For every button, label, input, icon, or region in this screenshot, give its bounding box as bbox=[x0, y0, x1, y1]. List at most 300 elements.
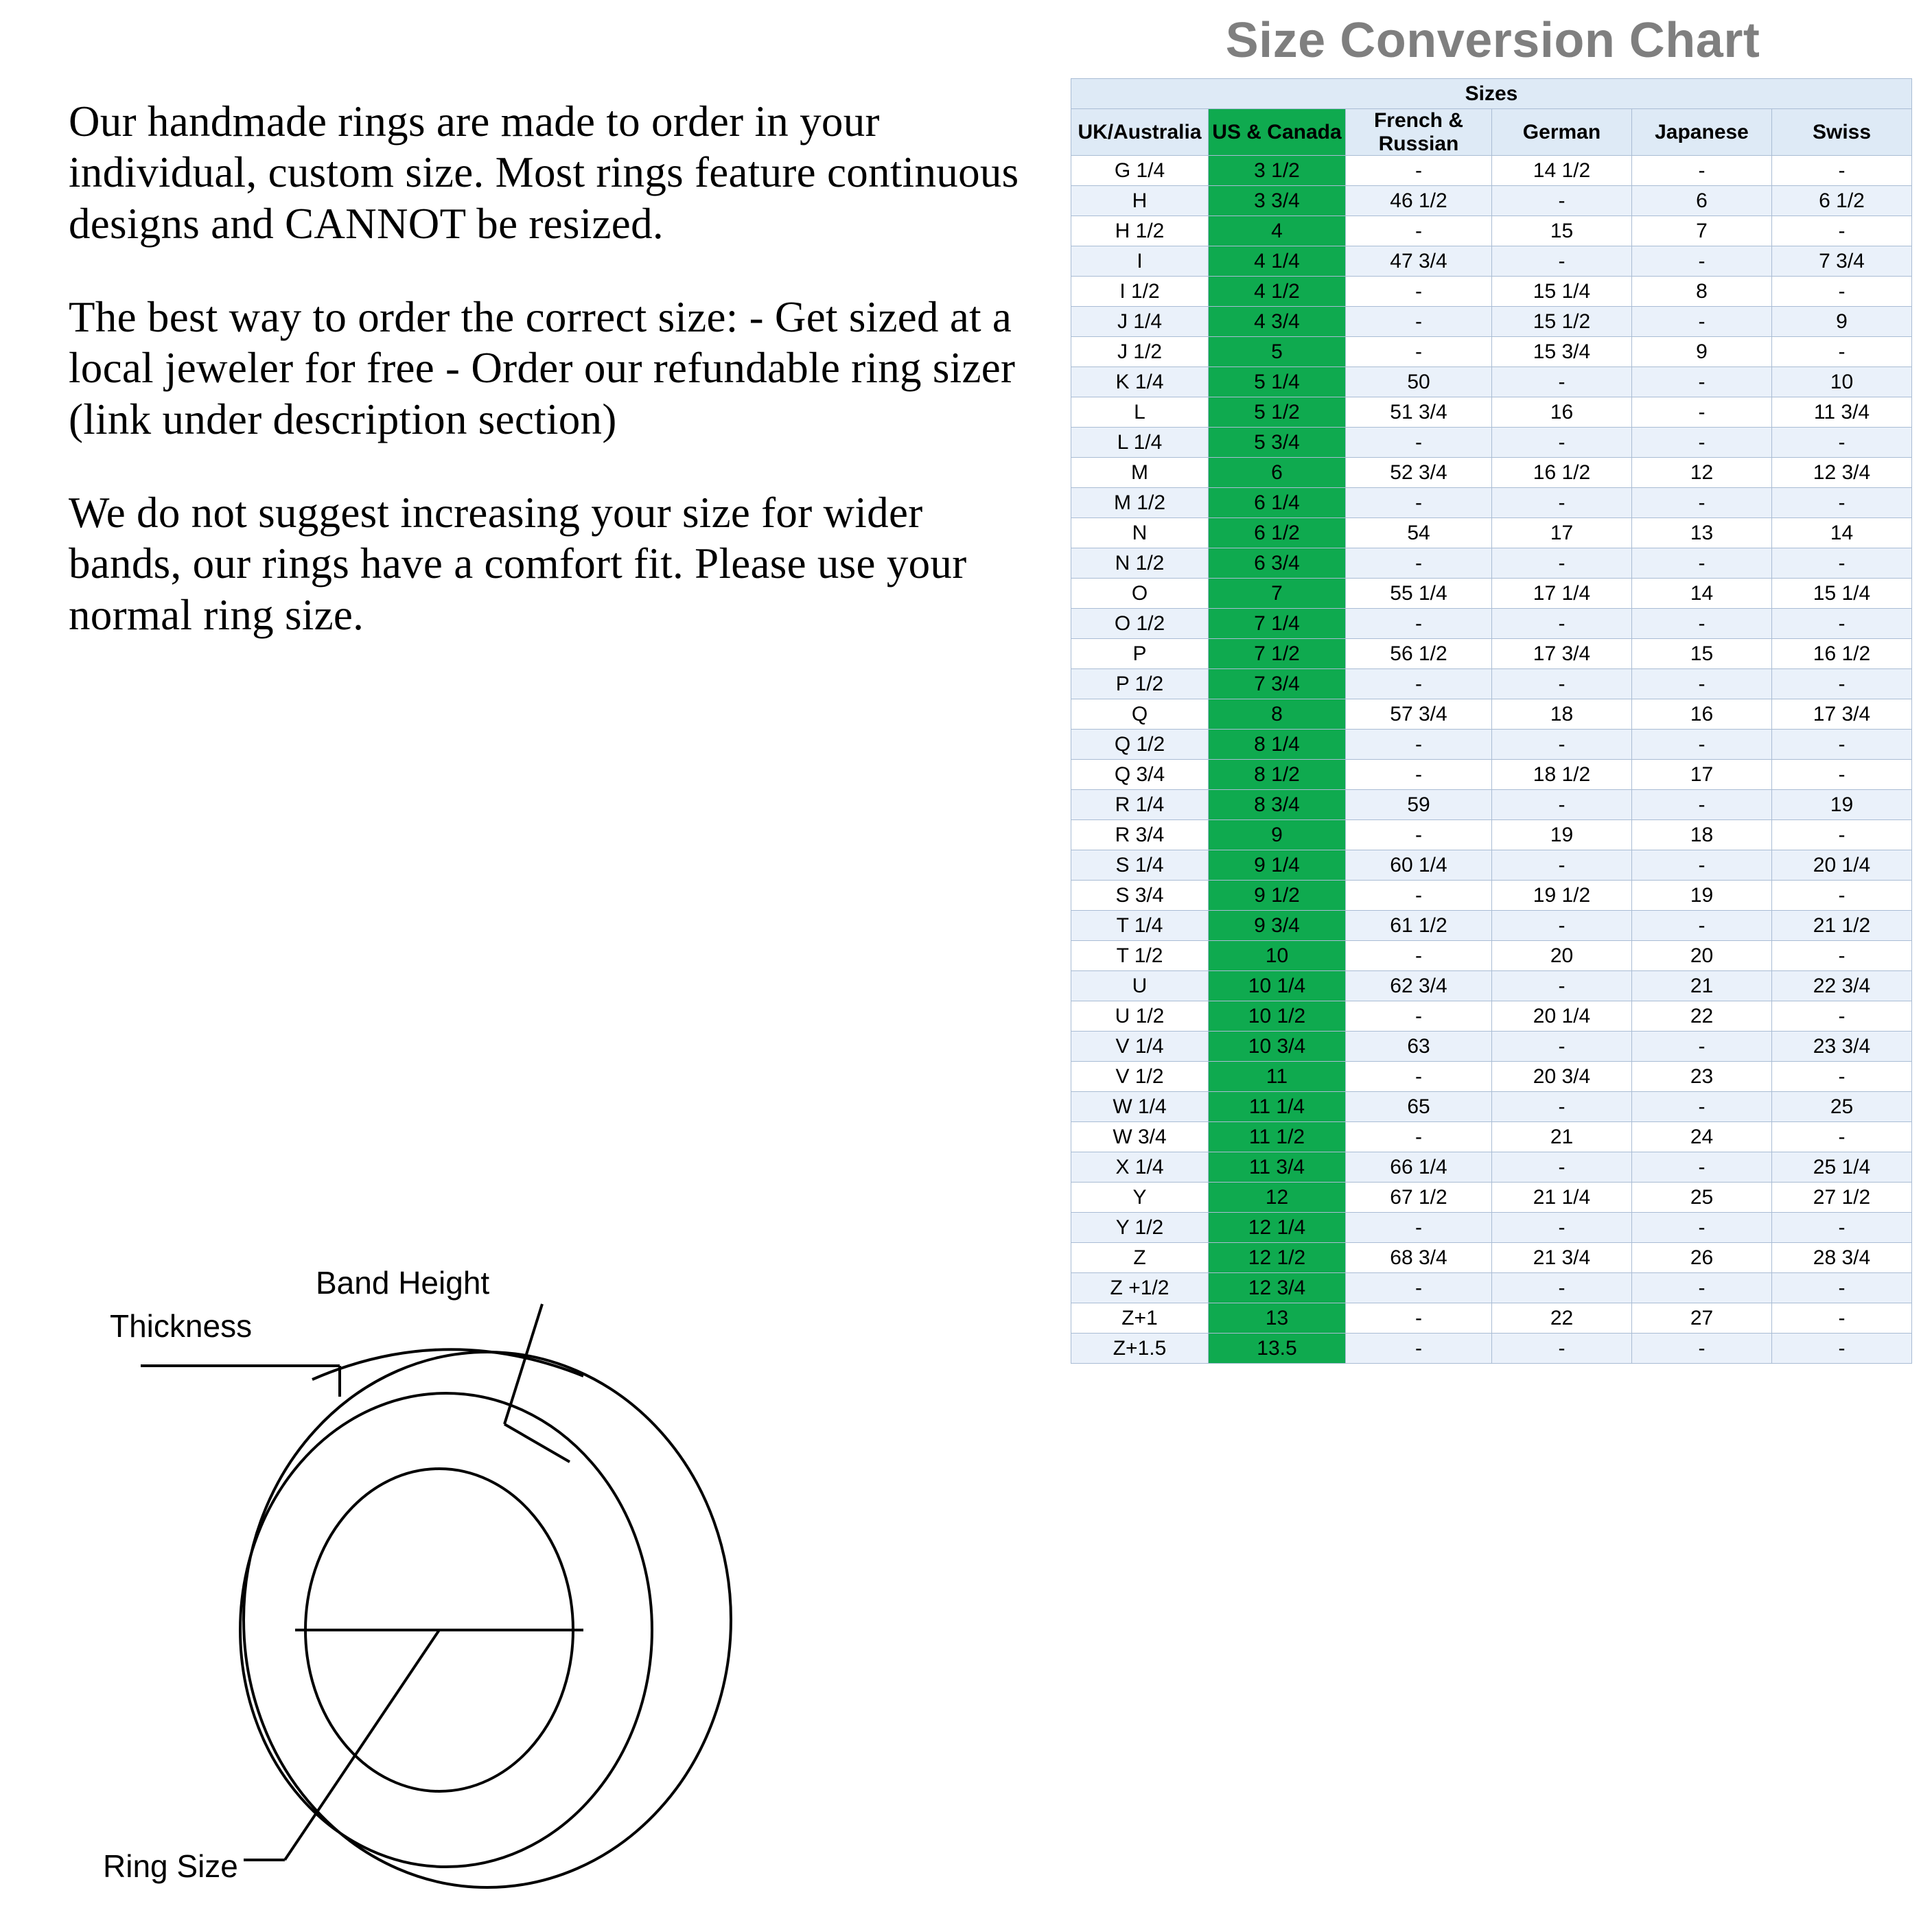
table-row bbox=[1071, 458, 1912, 488]
table-cell: 7 bbox=[1632, 216, 1772, 246]
table-row bbox=[1071, 246, 1912, 277]
table-cell: 8 1/4 bbox=[1209, 730, 1346, 760]
table-cell: - bbox=[1346, 307, 1492, 337]
intro-paragraph-2: The best way to order the correct size: - Get sized at a local jeweler for free - Order our refundable ring sizer (link under description section) bbox=[69, 292, 1016, 443]
table-cell: - bbox=[1346, 548, 1492, 579]
table-row bbox=[1071, 1243, 1912, 1273]
table-row bbox=[1071, 1122, 1912, 1152]
table-cell: - bbox=[1772, 428, 1912, 458]
table-cell: 13 bbox=[1209, 1303, 1346, 1334]
table-cell: 20 bbox=[1632, 941, 1772, 971]
table-cell: - bbox=[1492, 790, 1632, 820]
table-cell: W 1/4 bbox=[1071, 1092, 1209, 1122]
table-cell: - bbox=[1772, 1213, 1912, 1243]
table-cell: - bbox=[1632, 609, 1772, 639]
table-cell: - bbox=[1492, 609, 1632, 639]
table-cell: - bbox=[1772, 337, 1912, 367]
table-cell: - bbox=[1346, 1303, 1492, 1334]
table-cell: - bbox=[1492, 246, 1632, 277]
table-cell: 11 1/4 bbox=[1209, 1092, 1346, 1122]
table-row bbox=[1071, 850, 1912, 881]
table-cell: 20 3/4 bbox=[1492, 1062, 1632, 1092]
table-cell: 14 bbox=[1772, 518, 1912, 548]
table-row bbox=[1071, 397, 1912, 428]
table-cell: - bbox=[1346, 941, 1492, 971]
table-row bbox=[1071, 1334, 1912, 1364]
size-conversion-table bbox=[1071, 78, 1912, 1364]
table-cell: - bbox=[1772, 881, 1912, 911]
table-cell: - bbox=[1772, 1273, 1912, 1303]
table-cell: Q 1/2 bbox=[1071, 730, 1209, 760]
table-cell: - bbox=[1632, 367, 1772, 397]
table-cell: Q 3/4 bbox=[1071, 760, 1209, 790]
table-cell: - bbox=[1632, 548, 1772, 579]
table-cell: 65 bbox=[1346, 1092, 1492, 1122]
table-cell: - bbox=[1492, 1213, 1632, 1243]
table-row bbox=[1071, 428, 1912, 458]
table-cell: 10 3/4 bbox=[1209, 1032, 1346, 1062]
table-cell: 10 1/4 bbox=[1209, 971, 1346, 1001]
table-cell: 22 bbox=[1492, 1303, 1632, 1334]
table-cell: 21 bbox=[1492, 1122, 1632, 1152]
table-cell: 22 3/4 bbox=[1772, 971, 1912, 1001]
table-cell: 9 bbox=[1209, 820, 1346, 850]
table-cell: L 1/4 bbox=[1071, 428, 1209, 458]
table-cell: 25 1/4 bbox=[1772, 1152, 1912, 1183]
table-cell: 46 1/2 bbox=[1346, 186, 1492, 216]
table-cell: 17 3/4 bbox=[1492, 639, 1632, 669]
table-cell: - bbox=[1346, 428, 1492, 458]
table-cell: W 3/4 bbox=[1071, 1122, 1209, 1152]
table-cell: 8 3/4 bbox=[1209, 790, 1346, 820]
table-cell: - bbox=[1632, 488, 1772, 518]
table-cell: 14 bbox=[1632, 579, 1772, 609]
table-cell: 9 bbox=[1772, 307, 1912, 337]
table-cell: 13 bbox=[1632, 518, 1772, 548]
table-cell: - bbox=[1492, 850, 1632, 881]
table-cell: H bbox=[1071, 186, 1209, 216]
table-cell: 8 bbox=[1632, 277, 1772, 307]
table-cell: - bbox=[1346, 156, 1492, 186]
table-cell: Q bbox=[1071, 699, 1209, 730]
column-header-german: German bbox=[1492, 109, 1632, 156]
column-header-french: French & Russian bbox=[1346, 109, 1492, 156]
table-row bbox=[1071, 1213, 1912, 1243]
diagram-label-thickness: Thickness bbox=[110, 1308, 253, 1344]
table-cell: 3 3/4 bbox=[1209, 186, 1346, 216]
table-row bbox=[1071, 790, 1912, 820]
table-cell: 6 1/2 bbox=[1772, 186, 1912, 216]
table-cell: - bbox=[1632, 428, 1772, 458]
table-cell: 11 3/4 bbox=[1772, 397, 1912, 428]
table-cell: P bbox=[1071, 639, 1209, 669]
table-cell: I 1/2 bbox=[1071, 277, 1209, 307]
ring-dimensions-diagram bbox=[103, 1256, 1064, 1908]
intro-paragraph-3: We do not suggest increasing your size for wider bands, our rings have a comfort fit. Please use your normal ring size. bbox=[69, 488, 967, 639]
table-cell: 17 3/4 bbox=[1772, 699, 1912, 730]
table-cell: 10 1/2 bbox=[1209, 1001, 1346, 1032]
table-cell: - bbox=[1632, 669, 1772, 699]
table-cell: 7 3/4 bbox=[1209, 669, 1346, 699]
table-row bbox=[1071, 911, 1912, 941]
table-cell: Z bbox=[1071, 1243, 1209, 1273]
table-row bbox=[1071, 1303, 1912, 1334]
table-cell: Y 1/2 bbox=[1071, 1213, 1209, 1243]
table-cell: R 3/4 bbox=[1071, 820, 1209, 850]
table-cell: V 1/4 bbox=[1071, 1032, 1209, 1062]
table-head bbox=[1071, 79, 1912, 156]
table-cell: - bbox=[1492, 911, 1632, 941]
table-cell: T 1/4 bbox=[1071, 911, 1209, 941]
table-cell: O bbox=[1071, 579, 1209, 609]
table-cell: - bbox=[1772, 277, 1912, 307]
table-row bbox=[1071, 156, 1912, 186]
table-cell: 5 3/4 bbox=[1209, 428, 1346, 458]
table-cell: - bbox=[1492, 488, 1632, 518]
table-row bbox=[1071, 609, 1912, 639]
table-cell: 25 bbox=[1632, 1183, 1772, 1213]
table-cell: 10 bbox=[1772, 367, 1912, 397]
table-row bbox=[1071, 760, 1912, 790]
table-cell: 15 bbox=[1632, 639, 1772, 669]
table-cell: 18 1/2 bbox=[1492, 760, 1632, 790]
table-cell: 19 bbox=[1632, 881, 1772, 911]
table-row bbox=[1071, 216, 1912, 246]
table-cell: J 1/2 bbox=[1071, 337, 1209, 367]
table-cell: 27 bbox=[1632, 1303, 1772, 1334]
table-cell: 16 1/2 bbox=[1492, 458, 1632, 488]
table-cell: - bbox=[1346, 669, 1492, 699]
table-cell: - bbox=[1632, 911, 1772, 941]
table-cell: - bbox=[1632, 307, 1772, 337]
table-cell: 23 3/4 bbox=[1772, 1032, 1912, 1062]
table-cell: O 1/2 bbox=[1071, 609, 1209, 639]
table-cell: H 1/2 bbox=[1071, 216, 1209, 246]
table-cell: 4 3/4 bbox=[1209, 307, 1346, 337]
table-cell: 6 bbox=[1209, 458, 1346, 488]
table-row bbox=[1071, 186, 1912, 216]
table-row bbox=[1071, 307, 1912, 337]
table-cell: - bbox=[1346, 1062, 1492, 1092]
table-row bbox=[1071, 488, 1912, 518]
table-cell: R 1/4 bbox=[1071, 790, 1209, 820]
table-cell: 21 1/2 bbox=[1772, 911, 1912, 941]
table-cell: - bbox=[1492, 971, 1632, 1001]
table-cell: L bbox=[1071, 397, 1209, 428]
table-row bbox=[1071, 579, 1912, 609]
table-cell: S 1/4 bbox=[1071, 850, 1209, 881]
table-cell: 51 3/4 bbox=[1346, 397, 1492, 428]
table-cell: - bbox=[1632, 1092, 1772, 1122]
table-cell: 54 bbox=[1346, 518, 1492, 548]
table-cell: 15 1/4 bbox=[1492, 277, 1632, 307]
table-cell: - bbox=[1632, 1273, 1772, 1303]
table-cell: S 3/4 bbox=[1071, 881, 1209, 911]
table-cell: - bbox=[1492, 1152, 1632, 1183]
table-cell: - bbox=[1772, 1122, 1912, 1152]
table-cell: 61 1/2 bbox=[1346, 911, 1492, 941]
table-cell: 5 1/4 bbox=[1209, 367, 1346, 397]
table-cell: 21 bbox=[1632, 971, 1772, 1001]
table-cell: 5 bbox=[1209, 337, 1346, 367]
table-cell: 62 3/4 bbox=[1346, 971, 1492, 1001]
table-cell: - bbox=[1772, 941, 1912, 971]
table-cell: - bbox=[1772, 216, 1912, 246]
table-cell: 18 bbox=[1492, 699, 1632, 730]
table-cell: 3 1/2 bbox=[1209, 156, 1346, 186]
table-cell: - bbox=[1346, 1334, 1492, 1364]
table-cell: 19 bbox=[1492, 820, 1632, 850]
column-header-japanese: Japanese bbox=[1632, 109, 1772, 156]
table-cell: - bbox=[1772, 488, 1912, 518]
table-cell: K 1/4 bbox=[1071, 367, 1209, 397]
table-cell: 67 1/2 bbox=[1346, 1183, 1492, 1213]
table-row bbox=[1071, 1001, 1912, 1032]
table-cell: - bbox=[1346, 1273, 1492, 1303]
table-cell: 28 3/4 bbox=[1772, 1243, 1912, 1273]
table-cell: 20 bbox=[1492, 941, 1632, 971]
table-cell: - bbox=[1632, 730, 1772, 760]
table-cell: 27 1/2 bbox=[1772, 1183, 1912, 1213]
table-row bbox=[1071, 1032, 1912, 1062]
table-cell: - bbox=[1492, 669, 1632, 699]
table-cell: - bbox=[1632, 246, 1772, 277]
table-cell: - bbox=[1772, 156, 1912, 186]
table-cell: - bbox=[1492, 1032, 1632, 1062]
table-cell: 26 bbox=[1632, 1243, 1772, 1273]
table-cell: 52 3/4 bbox=[1346, 458, 1492, 488]
table-cell: 63 bbox=[1346, 1032, 1492, 1062]
table-cell: 6 3/4 bbox=[1209, 548, 1346, 579]
table-cell: 12 1/4 bbox=[1209, 1213, 1346, 1243]
table-cell: 15 3/4 bbox=[1492, 337, 1632, 367]
table-cell: 12 3/4 bbox=[1772, 458, 1912, 488]
table-row bbox=[1071, 518, 1912, 548]
table-cell: 19 1/2 bbox=[1492, 881, 1632, 911]
table-cell: 10 bbox=[1209, 941, 1346, 971]
table-cell: - bbox=[1346, 337, 1492, 367]
table-cell: - bbox=[1346, 1213, 1492, 1243]
table-row bbox=[1071, 367, 1912, 397]
table-cell: M bbox=[1071, 458, 1209, 488]
table-cell: 17 bbox=[1632, 760, 1772, 790]
table-cell: 16 bbox=[1492, 397, 1632, 428]
table-cell: Z+1 bbox=[1071, 1303, 1209, 1334]
table-cell: N 1/2 bbox=[1071, 548, 1209, 579]
table-row bbox=[1071, 730, 1912, 760]
table-cell: 17 1/4 bbox=[1492, 579, 1632, 609]
table-cell: - bbox=[1632, 850, 1772, 881]
table-cell: 7 1/4 bbox=[1209, 609, 1346, 639]
table-cell: - bbox=[1772, 609, 1912, 639]
table-cell: - bbox=[1346, 760, 1492, 790]
table-cell: 13.5 bbox=[1209, 1334, 1346, 1364]
size-conversion-section bbox=[1071, 12, 1915, 1364]
table-cell: P 1/2 bbox=[1071, 669, 1209, 699]
table-row bbox=[1071, 639, 1912, 669]
table-row bbox=[1071, 1152, 1912, 1183]
table-cell: T 1/2 bbox=[1071, 941, 1209, 971]
table-cell: 8 bbox=[1209, 699, 1346, 730]
table-cell: 9 1/4 bbox=[1209, 850, 1346, 881]
table-cell: 14 1/2 bbox=[1492, 156, 1632, 186]
intro-text-block bbox=[69, 96, 1043, 683]
table-header-row bbox=[1071, 109, 1912, 156]
table-row bbox=[1071, 337, 1912, 367]
table-cell: - bbox=[1346, 488, 1492, 518]
table-cell: - bbox=[1346, 881, 1492, 911]
table-cell: - bbox=[1492, 548, 1632, 579]
table-cell: - bbox=[1346, 277, 1492, 307]
table-cell: 20 1/4 bbox=[1772, 850, 1912, 881]
table-row bbox=[1071, 277, 1912, 307]
table-cell: 59 bbox=[1346, 790, 1492, 820]
table-cell: - bbox=[1772, 669, 1912, 699]
table-cell: 23 bbox=[1632, 1062, 1772, 1092]
table-cell: - bbox=[1772, 820, 1912, 850]
table-cell: 22 bbox=[1632, 1001, 1772, 1032]
table-cell: - bbox=[1632, 1334, 1772, 1364]
table-cell: 4 1/4 bbox=[1209, 246, 1346, 277]
table-row bbox=[1071, 881, 1912, 911]
table-cell: 9 bbox=[1632, 337, 1772, 367]
table-cell: - bbox=[1772, 760, 1912, 790]
table-row bbox=[1071, 699, 1912, 730]
table-cell: N bbox=[1071, 518, 1209, 548]
table-cell: - bbox=[1632, 156, 1772, 186]
table-cell: 7 bbox=[1209, 579, 1346, 609]
table-row bbox=[1071, 820, 1912, 850]
page-title: Size Conversion Chart bbox=[1225, 13, 1760, 68]
table-cell: 12 3/4 bbox=[1209, 1273, 1346, 1303]
table-cell: U 1/2 bbox=[1071, 1001, 1209, 1032]
table-cell: - bbox=[1346, 216, 1492, 246]
table-cell: - bbox=[1492, 186, 1632, 216]
table-cell: 4 bbox=[1209, 216, 1346, 246]
diagram-label-ring-size: Ring Size bbox=[103, 1848, 238, 1884]
table-cell: 25 bbox=[1772, 1092, 1912, 1122]
table-row bbox=[1071, 941, 1912, 971]
table-cell: 60 1/4 bbox=[1346, 850, 1492, 881]
table-cell: 15 1/2 bbox=[1492, 307, 1632, 337]
table-cell: 20 1/4 bbox=[1492, 1001, 1632, 1032]
table-cell: - bbox=[1346, 820, 1492, 850]
table-cell: 11 bbox=[1209, 1062, 1346, 1092]
table-cell: 7 1/2 bbox=[1209, 639, 1346, 669]
table-cell: - bbox=[1772, 1334, 1912, 1364]
table-cell: M 1/2 bbox=[1071, 488, 1209, 518]
column-header-us: US & Canada bbox=[1209, 109, 1346, 156]
table-cell: 7 3/4 bbox=[1772, 246, 1912, 277]
table-cell: Y bbox=[1071, 1183, 1209, 1213]
table-cell: J 1/4 bbox=[1071, 307, 1209, 337]
table-cell: U bbox=[1071, 971, 1209, 1001]
table-cell: 16 1/2 bbox=[1772, 639, 1912, 669]
table-cell: - bbox=[1492, 1334, 1632, 1364]
table-cell: 21 1/4 bbox=[1492, 1183, 1632, 1213]
table-cell: - bbox=[1346, 1001, 1492, 1032]
table-cell: 19 bbox=[1772, 790, 1912, 820]
table-row bbox=[1071, 1092, 1912, 1122]
table-row bbox=[1071, 669, 1912, 699]
table-cell: 57 3/4 bbox=[1346, 699, 1492, 730]
table-cell: 8 1/2 bbox=[1209, 760, 1346, 790]
table-cell: 11 1/2 bbox=[1209, 1122, 1346, 1152]
table-cell: 9 1/2 bbox=[1209, 881, 1346, 911]
table-cell: 6 1/4 bbox=[1209, 488, 1346, 518]
table-cell: 12 1/2 bbox=[1209, 1243, 1346, 1273]
table-row bbox=[1071, 1183, 1912, 1213]
table-row bbox=[1071, 971, 1912, 1001]
table-cell: 12 bbox=[1632, 458, 1772, 488]
table-banner-row bbox=[1071, 79, 1912, 109]
table-cell: - bbox=[1492, 1273, 1632, 1303]
table-cell: 50 bbox=[1346, 367, 1492, 397]
table-cell: - bbox=[1772, 730, 1912, 760]
table-cell: 6 1/2 bbox=[1209, 518, 1346, 548]
intro-paragraph-1: Our handmade rings are made to order in your individual, custom size. Most rings feature continuous designs and CANNOT be resized. bbox=[69, 97, 1019, 248]
table-banner-cell: Sizes bbox=[1071, 79, 1912, 109]
diagram-label-band-height: Band Height bbox=[316, 1265, 490, 1301]
table-cell: - bbox=[1492, 428, 1632, 458]
table-cell: 15 1/4 bbox=[1772, 579, 1912, 609]
table-cell: - bbox=[1632, 397, 1772, 428]
column-header-swiss: Swiss bbox=[1772, 109, 1912, 156]
table-cell: 5 1/2 bbox=[1209, 397, 1346, 428]
table-cell: X 1/4 bbox=[1071, 1152, 1209, 1183]
table-cell: - bbox=[1632, 790, 1772, 820]
table-cell: 18 bbox=[1632, 820, 1772, 850]
table-cell: 11 3/4 bbox=[1209, 1152, 1346, 1183]
table-cell: - bbox=[1772, 1303, 1912, 1334]
table-cell: - bbox=[1492, 730, 1632, 760]
table-cell: 17 bbox=[1492, 518, 1632, 548]
table-cell: I bbox=[1071, 246, 1209, 277]
table-cell: 47 3/4 bbox=[1346, 246, 1492, 277]
table-cell: Z +1/2 bbox=[1071, 1273, 1209, 1303]
table-row bbox=[1071, 1062, 1912, 1092]
table-cell: - bbox=[1772, 548, 1912, 579]
table-cell: - bbox=[1772, 1062, 1912, 1092]
table-cell: 4 1/2 bbox=[1209, 277, 1346, 307]
table-cell: - bbox=[1632, 1213, 1772, 1243]
table-cell: V 1/2 bbox=[1071, 1062, 1209, 1092]
table-body bbox=[1071, 156, 1912, 1364]
table-cell: 55 1/4 bbox=[1346, 579, 1492, 609]
table-cell: 12 bbox=[1209, 1183, 1346, 1213]
table-cell: 21 3/4 bbox=[1492, 1243, 1632, 1273]
table-cell: - bbox=[1346, 1122, 1492, 1152]
table-cell: 16 bbox=[1632, 699, 1772, 730]
table-cell: 15 bbox=[1492, 216, 1632, 246]
table-cell: - bbox=[1346, 609, 1492, 639]
table-cell: - bbox=[1632, 1152, 1772, 1183]
table-cell: 6 bbox=[1632, 186, 1772, 216]
table-row bbox=[1071, 548, 1912, 579]
table-cell: 24 bbox=[1632, 1122, 1772, 1152]
column-header-uk: UK/Australia bbox=[1071, 109, 1209, 156]
table-row bbox=[1071, 1273, 1912, 1303]
table-cell: 66 1/4 bbox=[1346, 1152, 1492, 1183]
table-cell: - bbox=[1492, 367, 1632, 397]
table-cell: G 1/4 bbox=[1071, 156, 1209, 186]
table-cell: - bbox=[1492, 1092, 1632, 1122]
table-cell: 56 1/2 bbox=[1346, 639, 1492, 669]
table-cell: - bbox=[1346, 730, 1492, 760]
table-cell: 68 3/4 bbox=[1346, 1243, 1492, 1273]
table-cell: - bbox=[1632, 1032, 1772, 1062]
table-cell: Z+1.5 bbox=[1071, 1334, 1209, 1364]
